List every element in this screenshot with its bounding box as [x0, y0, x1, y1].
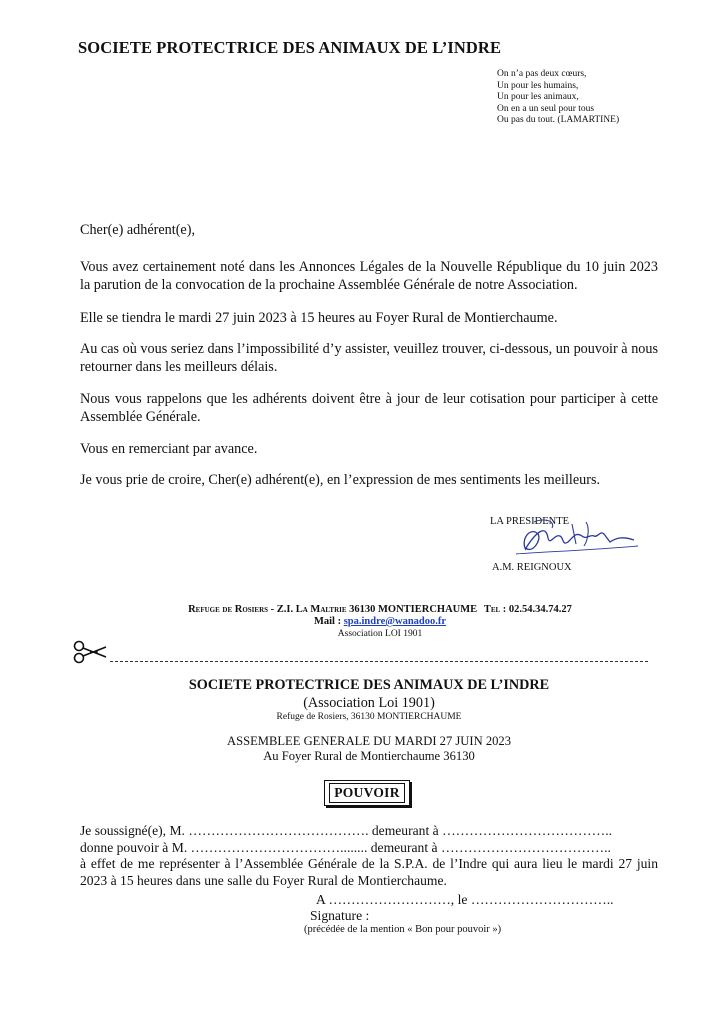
scissors-icon — [72, 640, 110, 664]
form-assoc-line: (Association Loi 1901) — [303, 695, 435, 711]
footer-tel: 02.54.34.74.27 — [508, 604, 572, 615]
form-line-purpose: à effet de me représenter à l’Assemblée Générale de la S.P.A. de l’Indre qui aura lieu le mardi 27 juin 2023 à 15 heures dans une salle du Foyer Rural de Montierchaume. — [80, 856, 658, 888]
quote-line: Un pour les animaux, — [497, 92, 579, 103]
email-link[interactable]: spa.indre@wanadoo.fr — [343, 616, 447, 627]
cut-line — [110, 661, 648, 662]
salutation: Cher(e) adhérent(e), — [80, 222, 196, 238]
paragraph-announcement: Vous avez certainement noté dans les Annonces Légales de la Nouvelle République du 10 juin 2023 la parution de la convocation de la prochaine Assemblée Générale de notre Association. — [80, 259, 658, 293]
paragraph-date: Elle se tiendra le mardi 27 juin 2023 à 15 heures au Foyer Rural de Montierchaume. — [80, 310, 558, 326]
paragraph-proxy: Au cas où vous seriez dans l’impossibilité d’y assister, veuillez trouver, ci-dessous, un pouvoir à nous retourner dans les meilleurs délais. — [80, 341, 658, 375]
quote-line: Ou pas du tout. (LAMARTINE) — [497, 115, 620, 126]
form-signature-note: (précédée de la mention « Bon pour pouvoir ») — [304, 924, 502, 935]
pouvoir-title-box — [324, 780, 410, 806]
lamartine-quote — [497, 69, 619, 127]
handwritten-signature — [512, 514, 642, 562]
footer-address-city: 36130 MONTIERCHAUME — [349, 604, 478, 615]
form-org-title: SOCIETE PROTECTRICE DES ANIMAUX DE L’INDRE — [188, 677, 550, 693]
form-signature-label: Signature : — [310, 908, 370, 923]
footer-address-street: Refuge de Rosiers - Z.I. La Maltrie — [188, 604, 347, 615]
form-place-date: A ………………………, le ………………………….. — [316, 892, 614, 907]
quote-line: Un pour les humains, — [497, 80, 579, 91]
quote-line: On en a un seul pour tous — [497, 103, 595, 114]
footer-mail-label: Mail : — [313, 616, 342, 627]
signer-role: LA PRESIDENTE — [490, 516, 570, 527]
signer-name: A.M. REIGNOUX — [492, 562, 572, 573]
paragraph-thanks: Vous en remerciant par avance. — [80, 441, 258, 457]
footer-tel-label: Tel : — [483, 604, 507, 615]
form-venue-line: Au Foyer Rural de Montierchaume 36130 — [263, 749, 475, 763]
footer-address — [100, 604, 660, 615]
organization-title: SOCIETE PROTECTRICE DES ANIMAUX DE L’INDRE — [78, 38, 502, 57]
pouvoir-title: POUVOIR — [329, 783, 405, 803]
paragraph-membership: Nous vous rappelons que les adhérents doivent être à jour de leur cotisation pour participer à cette Assemblée Générale. — [80, 391, 658, 425]
paragraph-closing: Je vous prie de croire, Cher(e) adhérent(e), en l’expression de mes sentiments les meilleurs. — [80, 472, 601, 488]
form-refuge-line: Refuge de Rosiers, 36130 MONTIERCHAUME — [276, 712, 462, 722]
footer-mail — [100, 616, 660, 627]
footer-association: Association LOI 1901 — [337, 629, 423, 639]
form-meeting-line: ASSEMBLEE GENERALE DU MARDI 27 JUIN 2023 — [226, 734, 512, 748]
quote-line: On n’a pas deux cœurs, — [497, 69, 587, 79]
form-line-principal: Je soussigné(e), M. …………………………………. demeurant à ……………………………….. — [80, 823, 612, 838]
form-line-proxy: donne pouvoir à M. ……………………………........ demeurant à ……………………………….. — [80, 840, 611, 855]
